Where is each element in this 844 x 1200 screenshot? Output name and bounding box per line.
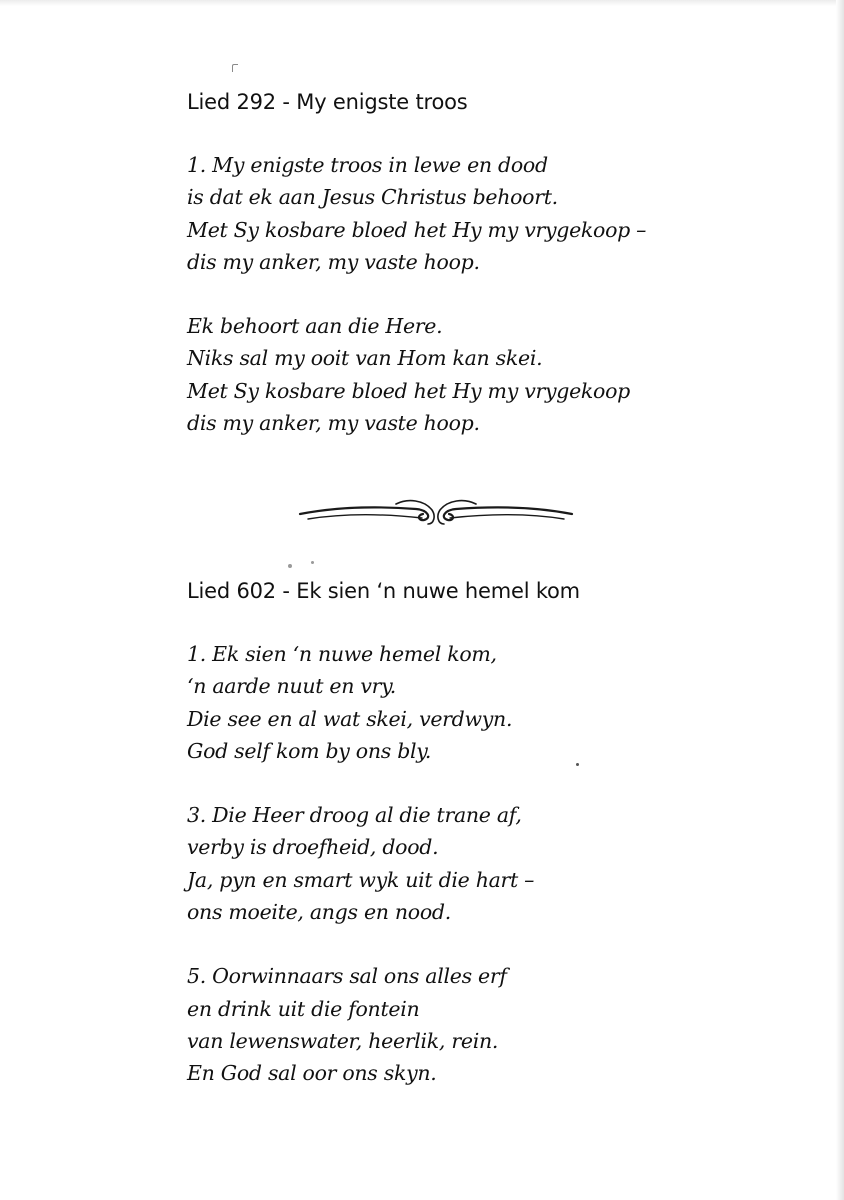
- lyric-line: dis my anker, my vaste hoop.: [187, 249, 480, 274]
- paper-right-edge: [836, 0, 844, 1200]
- lyric-line: God self kom by ons bly.: [187, 738, 432, 763]
- lyric-line: Die see en al wat skei, verdwyn.: [187, 706, 513, 731]
- lyric-line: Ek behoort aan die Here.: [187, 314, 443, 339]
- lyric-line: ons moeite, angs en nood.: [187, 900, 451, 925]
- lyric-line: Ja, pyn en smart wyk uit die hart –: [187, 867, 535, 892]
- hymn-stanza: [187, 149, 747, 278]
- hymn-stanza: [187, 960, 747, 1089]
- lyric-line: 1. Ek sien ‘n nuwe hemel kom,: [187, 642, 497, 666]
- flourish-divider-icon: [296, 494, 576, 530]
- lyric-line: Niks sal my ooit van Hom kan skei.: [187, 346, 543, 371]
- lyric-line: en drink uit die fontein: [187, 996, 420, 1021]
- hymn-section-292: [187, 86, 747, 439]
- scan-speck: [288, 564, 292, 568]
- lyric-line: ‘n aarde nuut en vry.: [187, 674, 396, 699]
- hymn-title: Lied 292 - My enigste troos: [187, 90, 468, 114]
- lyric-line: dis my anker, my vaste hoop.: [187, 411, 480, 436]
- scan-speck: [232, 64, 238, 72]
- lyric-line: Met Sy kosbare bloed het Hy my vrygekoop –: [187, 217, 647, 242]
- hymn-title: Lied 602 - Ek sien ‘n nuwe hemel kom: [187, 579, 580, 603]
- lyric-line: 5. Oorwinnaars sal ons alles erf: [187, 964, 507, 989]
- lyric-line: is dat ek aan Jesus Christus behoort.: [187, 185, 558, 210]
- lyric-line: verby is droefheid, dood.: [187, 835, 439, 860]
- hymn-section-602: [187, 575, 747, 1090]
- lyric-line: van lewenswater, heerlik, rein.: [187, 1028, 499, 1053]
- scan-speck: [311, 561, 314, 564]
- lyric-line: 3. Die Heer droog al die trane af,: [187, 803, 522, 828]
- hymn-stanza: [187, 310, 747, 439]
- lyric-line: Met Sy kosbare bloed het Hy my vrygekoop: [187, 378, 630, 403]
- hymn-stanza: [187, 638, 747, 767]
- lyric-line: 1. My enigste troos in lewe en dood: [187, 153, 548, 177]
- lyric-line: En God sal oor ons skyn.: [187, 1061, 437, 1086]
- paper-top-edge: [0, 0, 844, 6]
- hymn-stanza: [187, 799, 747, 928]
